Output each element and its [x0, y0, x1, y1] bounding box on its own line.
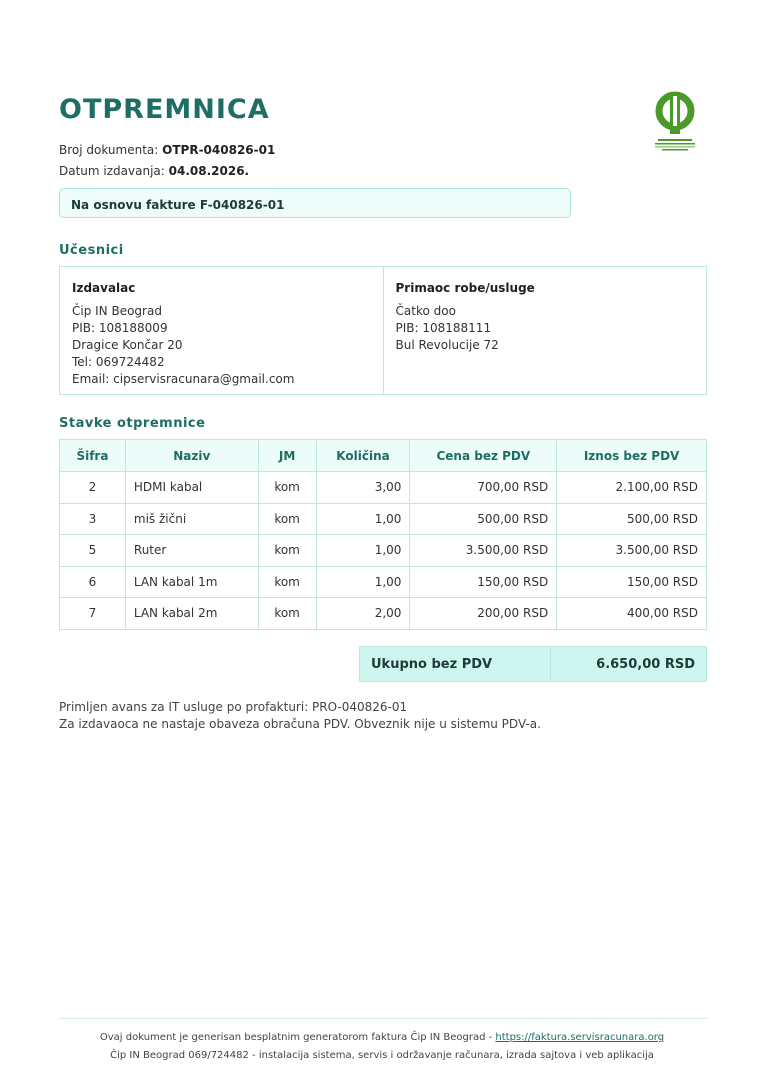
recipient-pib: PIB: 108188111 [395, 321, 492, 335]
issue-date [59, 164, 249, 178]
issuer-address: Dragice Končar 20 [72, 338, 183, 352]
table-row [60, 503, 707, 535]
cell-unit: kom [258, 535, 316, 567]
issuer-pib: PIB: 108188009 [72, 321, 168, 335]
cell-name: miš žični [125, 503, 258, 535]
cell-quantity: 1,00 [316, 535, 410, 567]
document-number [59, 143, 275, 157]
table-header-row [60, 440, 707, 472]
issue-date-label: Datum izdavanja: [59, 164, 165, 178]
cell-amount: 3.500,00 RSD [557, 535, 707, 567]
footer-line-1 [0, 1032, 764, 1043]
total-value: 6.650,00 RSD [550, 647, 706, 681]
cell-price: 500,00 RSD [410, 503, 557, 535]
recipient-heading: Primaoc robe/usluge [395, 281, 535, 295]
cell-amount: 2.100,00 RSD [557, 472, 707, 504]
issuer-card [60, 267, 383, 394]
cell-price: 3.500,00 RSD [410, 535, 557, 567]
footer-line-2: Čip IN Beograd 069/724482 - instalacija sistema, servis i održavanje računara, izrada sajtova i veb aplikacija [110, 1050, 654, 1061]
invoice-reference: Na osnovu fakture F-040826-01 [59, 188, 571, 218]
cell-code: 6 [60, 566, 126, 598]
header-quantity: Količina [316, 440, 410, 472]
issue-date-value: 04.08.2026. [168, 164, 250, 178]
recipient-name: Čatko doo [395, 304, 456, 318]
participants-section-title: Učesnici [59, 243, 124, 258]
issuer-heading: Izdavalac [72, 281, 136, 295]
logo-icon [650, 90, 700, 154]
document-number-value: OTPR-040826-01 [162, 143, 276, 157]
participants-box [59, 266, 707, 395]
cell-amount: 150,00 RSD [557, 566, 707, 598]
issuer-phone: Tel: 069724482 [72, 355, 165, 369]
table-row [60, 535, 707, 567]
cell-code: 2 [60, 472, 126, 504]
total-label: Ukupno bez PDV [371, 657, 493, 672]
cell-quantity: 3,00 [316, 472, 410, 504]
advance-note: Primljen avans za IT usluge po profakturi: PRO-040826-01 [59, 700, 408, 714]
document-title: OTPREMNICA [59, 94, 270, 125]
table-row [60, 472, 707, 504]
header-unit: JM [258, 440, 316, 472]
cell-amount: 500,00 RSD [557, 503, 707, 535]
cell-price: 200,00 RSD [410, 598, 557, 630]
cell-code: 3 [60, 503, 126, 535]
cell-name: Ruter [125, 535, 258, 567]
cell-quantity: 2,00 [316, 598, 410, 630]
issuer-email: Email: cipservisracunara@gmail.com [72, 372, 295, 386]
recipient-card [383, 267, 707, 394]
cell-quantity: 1,00 [316, 503, 410, 535]
footer-website-link[interactable]: https://faktura.servisracunara.org [495, 1032, 665, 1043]
header-name: Naziv [125, 440, 258, 472]
header-code: Šifra [60, 440, 126, 472]
items-section-title: Stavke otpremnice [59, 416, 206, 431]
table-row [60, 566, 707, 598]
total-box [359, 646, 707, 682]
cell-quantity: 1,00 [316, 566, 410, 598]
cell-name: LAN kabal 2m [125, 598, 258, 630]
cell-code: 7 [60, 598, 126, 630]
cell-unit: kom [258, 598, 316, 630]
vat-note: Za izdavaoca ne nastaje obaveza obračuna PDV. Obveznik nije u sistemu PDV-a. [59, 717, 541, 731]
items-table [59, 439, 707, 630]
cell-code: 5 [60, 535, 126, 567]
cell-name: LAN kabal 1m [125, 566, 258, 598]
cell-unit: kom [258, 503, 316, 535]
company-logo [650, 90, 700, 154]
issuer-name: Čip IN Beograd [72, 304, 162, 318]
cell-price: 150,00 RSD [410, 566, 557, 598]
cell-name: HDMI kabal [125, 472, 258, 504]
header-amount: Iznos bez PDV [557, 440, 707, 472]
document-number-label: Broj dokumenta: [59, 143, 159, 157]
footer-divider [59, 1018, 707, 1019]
cell-unit: kom [258, 566, 316, 598]
footer-generator-text: Ovaj dokument je generisan besplatnim generatorom faktura Čip IN Beograd - [99, 1032, 496, 1043]
cell-unit: kom [258, 472, 316, 504]
table-row [60, 598, 707, 630]
header-price: Cena bez PDV [410, 440, 557, 472]
recipient-address: Bul Revolucije 72 [395, 338, 499, 352]
cell-price: 700,00 RSD [410, 472, 557, 504]
cell-amount: 400,00 RSD [557, 598, 707, 630]
